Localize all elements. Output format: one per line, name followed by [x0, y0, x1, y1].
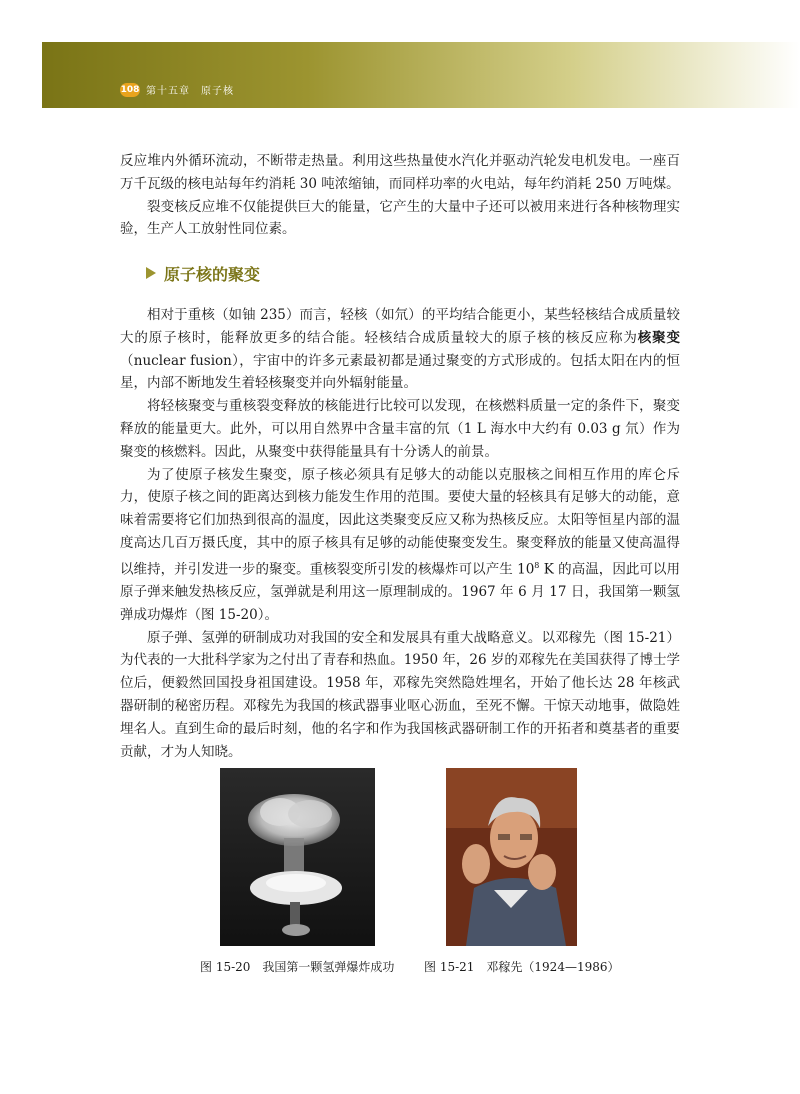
header-band: [42, 42, 800, 108]
mushroom-cloud-icon: [220, 768, 375, 946]
section-body: [120, 304, 680, 763]
paragraph-fusion-definition: [120, 304, 680, 395]
paragraph-thermonuclear: [120, 464, 680, 627]
figure-caption-15-20: 图 15-20 我国第一颗氢弹爆炸成功: [200, 960, 395, 974]
paragraph-deng-jiaxian: 原子弹、氢弹的研制成功对我国的安全和发展具有重大战略意义。以邓稼先（图 15-21）为代表的一大批科学家为之付出了青春和热血。1950 年，26 岁的邓稼先在美国获得了博士学位后，便毅然回国投身祖国建设。1958 年，邓稼先突然隐姓埋名，开始了他长达 28 年核武器研制的秘密历程。邓稼先为我国的核武器事业呕心沥血，至死不懈。干惊天动地事，做隐姓埋名人。直到生命的最后时刻，他的名字和作为我国核武器研制工作的开拓者和奠基者的重要贡献，才为人知晓。: [120, 629, 680, 760]
paragraph-text: 相对于重核（如铀 235）而言，轻核（如氘）的平均结合能更小，某些轻核结合成质量较大的原子核时，能释放更多的结合能。轻核结合成质量较大的原子核的核反应称为: [120, 307, 680, 346]
deng-jiaxian-portrait: [446, 768, 577, 946]
page-number-badge: 108: [120, 85, 140, 95]
hydrogen-bomb-photo: [220, 768, 375, 946]
section-heading: [146, 262, 260, 285]
paragraph-text: 为了使原子核发生聚变，原子核必须具有足够大的动能以克服核之间相互作用的库仑斥力，使原子核之间的距离达到核力能发生作用的范围。要使大量的轻核具有足够大的动能，意味着需要将它们加热到很高的温度，因此这类聚变反应又称为热核反应。太阳等恒星内部的温度高达几百万摄氏度，其中的原子核具有足够的动能使聚变发生。聚变释放的能量又使高温得以维持，并引发进一步的聚变。重核裂变所引发的核爆炸可以产生 10: [120, 466, 680, 578]
intro-paragraph-1: 反应堆内外循环流动，不断带走热量。利用这些热量使水汽化并驱动汽轮发电机发电。一座百万千瓦级的核电站每年约消耗 30 吨浓缩铀，而同样功率的火电站，每年约消耗 250 万吨煤。: [120, 153, 680, 192]
intro-paragraph-2: 裂变核反应堆不仅能提供巨大的能量，它产生的大量中子还可以被用来进行各种核物理实验，生产人工放射性同位素。: [120, 198, 680, 238]
triangle-bullet-icon: [146, 267, 156, 279]
intro-text: [120, 150, 680, 241]
paragraph-fusion-comparison: 将轻核聚变与重核裂变释放的核能进行比较可以发现，在核燃料质量一定的条件下，聚变释放的能量更大。此外，可以用自然界中含量丰富的氘（1 L 海水中大约有 0.03 g 氘）作为聚变的核燃料。因此，从聚变中获得能量具有十分诱人的前景。: [120, 398, 680, 460]
paragraph-text: K 的高温，因此可以用原子弹来触发热核反应，氢弹就是利用这一原理制成的。1967 年 6 月 17 日，我国第一颗氢弹成功爆炸（图 15-20）。: [120, 561, 681, 623]
figure-caption-15-21: 图 15-21 邓稼先（1924—1986）: [424, 960, 620, 974]
portrait-icon: [446, 768, 577, 946]
chapter-title: 第十五章 原子核: [146, 86, 234, 97]
key-term-fusion: 核聚变: [637, 329, 681, 346]
exponent: 8: [534, 560, 540, 570]
section-title: 原子核的聚变: [164, 265, 261, 284]
paragraph-text: （nuclear fusion），宇宙中的许多元素最初都是通过聚变的方式形成的。包括太阳在内的恒星，内部不断地发生着轻核聚变并向外辐射能量。: [120, 352, 680, 392]
